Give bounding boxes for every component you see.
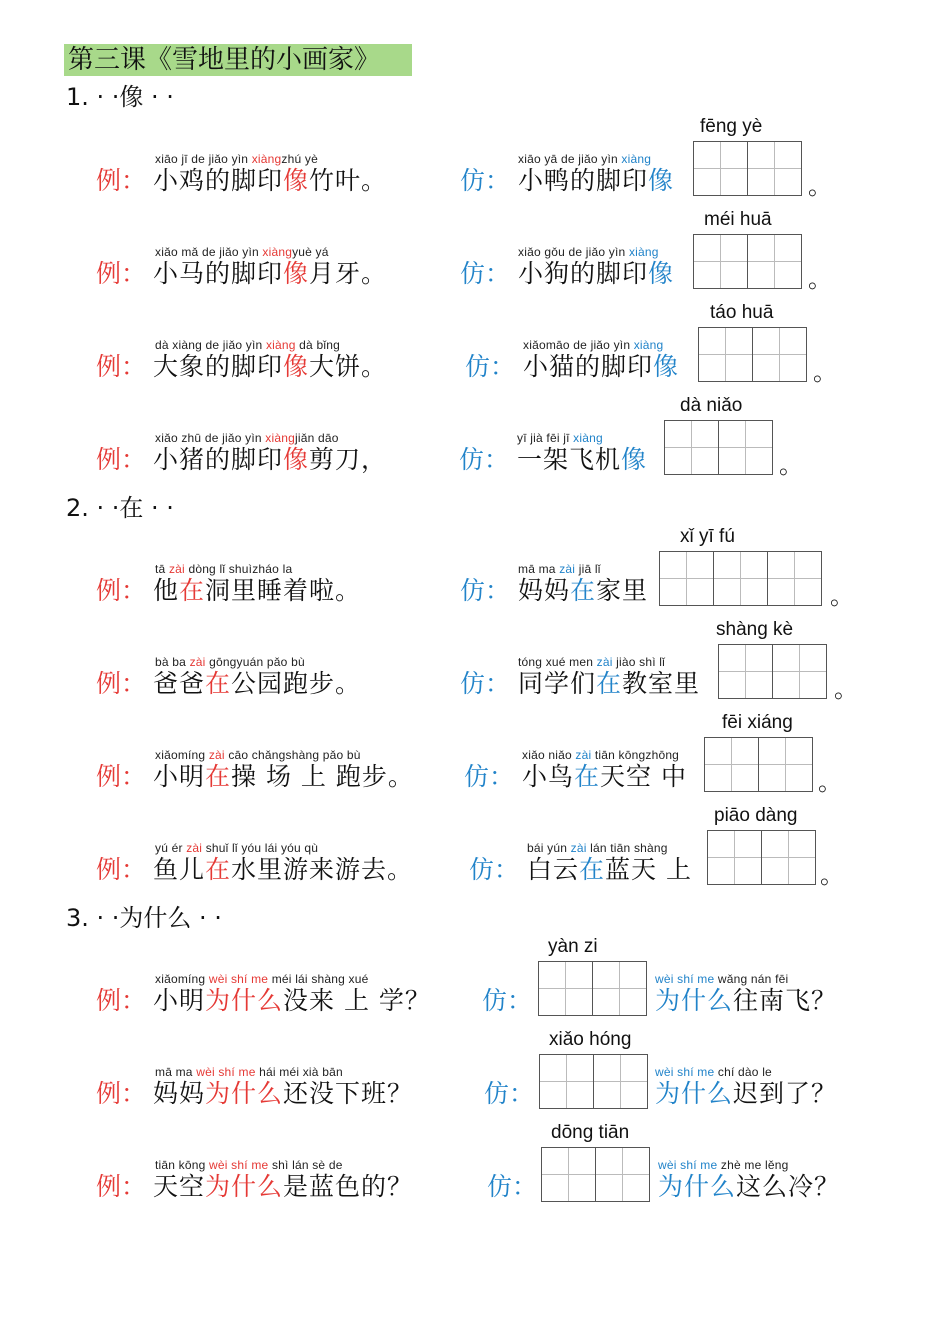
exercise-row xyxy=(0,302,950,428)
exercise-row xyxy=(0,619,950,745)
sentence-key: 像 xyxy=(283,445,310,474)
writing-cell[interactable] xyxy=(747,234,802,289)
answer-pinyin: piāo dàng xyxy=(714,805,798,826)
imitate-sentence xyxy=(517,445,647,475)
exercise-row xyxy=(0,209,950,335)
writing-cell[interactable] xyxy=(713,551,768,606)
sentence-post: 剪刀， xyxy=(309,445,388,474)
sentence-pre: 小鸟 xyxy=(522,762,575,791)
sentence-key: 像 xyxy=(621,445,648,474)
sentence-pre: 小鸡的脚印 xyxy=(153,166,284,195)
imitate-pinyin xyxy=(655,1065,772,1079)
pinyin-post: shì lán sè de xyxy=(268,1158,343,1172)
imitate-pinyin xyxy=(517,431,603,445)
pinyin-key: wèi shí me xyxy=(208,972,269,986)
sentence-key: 像 xyxy=(648,259,675,288)
sentence-pre: 妈妈 xyxy=(153,1079,206,1108)
pinyin-post: gōngyuán pǎo bù xyxy=(205,655,305,669)
pinyin-key: xiàng xyxy=(621,152,652,166)
example-sentence xyxy=(153,1172,413,1202)
sentence-key: 为什么 xyxy=(655,1079,734,1108)
imitate-label: 仿： xyxy=(482,986,533,1015)
sentence-pre: 小猪的脚印 xyxy=(153,445,284,474)
sentence-post: 天空 中 xyxy=(600,762,687,791)
sentence-post: 蓝天 上 xyxy=(605,855,692,884)
pinyin-post: cāo chǎngshàng pǎo bù xyxy=(224,748,361,762)
imitate-sentence xyxy=(523,352,679,382)
example-sentence xyxy=(153,352,387,382)
sentence-pre: 小明 xyxy=(153,762,206,791)
imitate-sentence xyxy=(655,1079,837,1109)
exercise-row xyxy=(0,116,950,242)
example-label: 例： xyxy=(96,855,147,884)
pinyin-post: shuǐ lǐ yóu lái yóu qù xyxy=(202,841,319,855)
imitate-pinyin xyxy=(523,338,663,352)
pinyin-pre: xiāo yā de jiǎo yìn xyxy=(518,152,622,166)
writing-cell[interactable] xyxy=(718,420,773,475)
imitate-pinyin xyxy=(518,245,659,259)
pinyin-key: zài xyxy=(208,748,225,762)
imitate-label: 仿： xyxy=(465,352,516,381)
sentence-post: 竹叶。 xyxy=(309,166,388,195)
imitate-pinyin xyxy=(658,1158,788,1172)
sentence-post: 洞里睡着啦。 xyxy=(205,576,362,605)
imitate-label: 仿： xyxy=(460,576,511,605)
example-sentence xyxy=(153,445,387,475)
sentence-pre: 小明 xyxy=(153,986,206,1015)
example-sentence xyxy=(153,166,387,196)
period: 。 xyxy=(813,358,837,386)
example-label: 例： xyxy=(96,1079,147,1108)
sentence-pre: 天空 xyxy=(153,1172,206,1201)
sentence-key: 像 xyxy=(648,166,675,195)
pinyin-key: wèi shí me xyxy=(658,1158,718,1172)
example-label: 例： xyxy=(96,762,147,791)
section-3-heading: 3. · ·为什么 · · xyxy=(66,904,222,932)
pinyin-post: chí dào le xyxy=(714,1065,772,1079)
pinyin-pre: xiǎo gǒu de jiǎo yìn xyxy=(518,245,629,259)
exercise-row xyxy=(0,395,950,521)
sentence-key: 在 xyxy=(574,762,601,791)
answer-pinyin: dà niǎo xyxy=(680,395,743,416)
sentence-post: 水里游来游去。 xyxy=(231,855,414,884)
exercise-row xyxy=(0,1029,950,1155)
answer-pinyin: dōng tiān xyxy=(551,1122,630,1143)
sentence-pre: 小鸭的脚印 xyxy=(518,166,649,195)
section-2-heading: 2. · ·在 · · xyxy=(66,494,174,522)
answer-pinyin: xiǎo hóng xyxy=(549,1029,632,1050)
answer-grid[interactable] xyxy=(718,644,826,699)
example-label: 例： xyxy=(96,576,147,605)
pinyin-post: méi lái shàng xué xyxy=(268,972,369,986)
answer-grid[interactable] xyxy=(659,551,821,606)
example-sentence xyxy=(153,259,387,289)
answer-pinyin: méi huā xyxy=(704,209,772,230)
answer-pinyin: fēng yè xyxy=(700,116,763,137)
sentence-key: 为什么 xyxy=(655,986,734,1015)
sentence-key: 在 xyxy=(179,576,206,605)
pinyin-pre: xiǎo zhū de jiǎo yìn xyxy=(155,431,266,445)
pinyin-key: zài xyxy=(596,655,613,669)
answer-pinyin: fēi xiáng xyxy=(722,712,793,733)
sentence-post: 这么冷？ xyxy=(736,1172,841,1201)
writing-cell[interactable] xyxy=(693,234,748,289)
pinyin-pre: xiǎo mǎ de jiǎo yìn xyxy=(155,245,263,259)
example-label: 例： xyxy=(96,166,147,195)
sentence-key: 像 xyxy=(283,166,310,195)
sentence-post: 操 场 上 跑步。 xyxy=(231,762,414,791)
answer-pinyin: yàn zi xyxy=(548,936,598,957)
sentence-pre: 鱼儿 xyxy=(153,855,206,884)
answer-grid[interactable] xyxy=(539,1054,647,1109)
pinyin-pre: mā ma xyxy=(518,562,560,576)
pinyin-key: zài xyxy=(189,655,206,669)
pinyin-pre: dà xiàng de jiǎo yìn xyxy=(155,338,266,352)
sentence-key: 像 xyxy=(283,352,310,381)
imitate-label: 仿： xyxy=(460,259,511,288)
answer-grid[interactable] xyxy=(704,737,812,792)
pinyin-key: xiàng xyxy=(251,152,282,166)
sentence-key: 在 xyxy=(205,762,232,791)
period: 。 xyxy=(820,861,844,889)
sentence-post: 往南飞？ xyxy=(733,986,838,1015)
pinyin-key: zài xyxy=(186,841,203,855)
answer-grid[interactable] xyxy=(538,961,646,1016)
imitate-sentence xyxy=(658,1172,840,1202)
sentence-key: 在 xyxy=(205,669,232,698)
pinyin-post: jiào shì lǐ xyxy=(612,655,666,669)
writing-cell[interactable] xyxy=(698,327,753,382)
pinyin-pre: tóng xué men xyxy=(518,655,597,669)
sentence-pre: 小狗的脚印 xyxy=(518,259,649,288)
period: 。 xyxy=(808,172,832,200)
writing-cell[interactable] xyxy=(592,961,647,1016)
section-1-heading: 1. · ·像 · · xyxy=(66,83,174,111)
period: 。 xyxy=(834,675,858,703)
imitate-pinyin xyxy=(527,841,668,855)
example-pinyin xyxy=(155,841,318,855)
example-sentence xyxy=(153,1079,413,1109)
sentence-post: 大饼。 xyxy=(309,352,388,381)
writing-cell[interactable] xyxy=(659,551,714,606)
sentence-key: 在 xyxy=(579,855,606,884)
pinyin-key: xiàng xyxy=(628,245,659,259)
pinyin-pre: tiān kōng xyxy=(155,1158,210,1172)
imitate-sentence xyxy=(518,166,674,196)
imitate-sentence xyxy=(518,259,674,289)
answer-grid[interactable] xyxy=(698,327,806,382)
imitate-sentence xyxy=(518,576,648,606)
sentence-key: 像 xyxy=(283,259,310,288)
sentence-post: 教室里 xyxy=(622,669,701,698)
example-label: 例： xyxy=(96,352,147,381)
pinyin-pre: xiǎomíng xyxy=(155,972,209,986)
pinyin-pre: mā ma xyxy=(155,1065,197,1079)
pinyin-pre: xiāo jī de jiǎo yìn xyxy=(155,152,252,166)
pinyin-pre: bái yún xyxy=(527,841,571,855)
answer-pinyin: shàng kè xyxy=(716,619,794,640)
writing-cell[interactable] xyxy=(538,961,593,1016)
sentence-pre: 小猫的脚印 xyxy=(523,352,654,381)
imitate-sentence xyxy=(527,855,692,885)
sentence-pre: 一架飞机 xyxy=(517,445,622,474)
imitate-label: 仿： xyxy=(487,1172,538,1201)
pinyin-pre: tā xyxy=(155,562,169,576)
example-sentence xyxy=(153,576,361,606)
sentence-pre: 妈妈 xyxy=(518,576,571,605)
answer-grid[interactable] xyxy=(664,420,772,475)
answer-grid[interactable] xyxy=(707,830,815,885)
imitate-pinyin xyxy=(518,152,651,166)
sentence-key: 在 xyxy=(570,576,597,605)
sentence-pre: 白云 xyxy=(527,855,580,884)
writing-cell[interactable] xyxy=(747,141,802,196)
exercise-row xyxy=(0,526,950,652)
lesson-title: 第三课《雪地里的小画家》 xyxy=(64,44,412,76)
example-sentence xyxy=(153,855,413,885)
sentence-key: 为什么 xyxy=(205,1079,284,1108)
imitate-pinyin xyxy=(522,748,679,762)
pinyin-post: wǎng nán fēi xyxy=(714,972,789,986)
exercise-row xyxy=(0,936,950,1062)
imitate-pinyin xyxy=(518,655,665,669)
imitate-label: 仿： xyxy=(469,855,520,884)
sentence-key: 为什么 xyxy=(205,1172,284,1201)
imitate-sentence xyxy=(522,762,687,792)
example-pinyin xyxy=(155,1158,343,1172)
imitate-sentence xyxy=(518,669,700,699)
writing-cell[interactable] xyxy=(704,737,759,792)
sentence-pre: 同学们 xyxy=(518,669,597,698)
sentence-key: 在 xyxy=(205,855,232,884)
pinyin-key: xiàng xyxy=(573,431,603,445)
example-label: 例： xyxy=(96,1172,147,1201)
exercise-row xyxy=(0,805,950,931)
pinyin-pre: yú ér xyxy=(155,841,187,855)
example-sentence xyxy=(153,762,414,792)
example-pinyin xyxy=(155,152,318,166)
imitate-label: 仿： xyxy=(484,1079,535,1108)
imitate-pinyin xyxy=(518,562,601,576)
writing-cell[interactable] xyxy=(718,644,773,699)
pinyin-key: zài xyxy=(168,562,185,576)
sentence-post: 是蓝色的？ xyxy=(283,1172,414,1201)
pinyin-post: tiān kōngzhōng xyxy=(591,748,680,762)
example-label: 例： xyxy=(96,986,147,1015)
writing-cell[interactable] xyxy=(539,1054,594,1109)
period: 。 xyxy=(808,265,832,293)
pinyin-pre: xiǎo niǎo xyxy=(522,748,576,762)
pinyin-pre: bà ba xyxy=(155,655,190,669)
answer-pinyin: táo huā xyxy=(710,302,774,323)
exercise-row xyxy=(0,1122,950,1248)
answer-grid[interactable] xyxy=(693,141,801,196)
sentence-key: 为什么 xyxy=(205,986,284,1015)
imitate-pinyin xyxy=(655,972,788,986)
pinyin-post: dòng lǐ shuìzháo la xyxy=(184,562,293,576)
example-pinyin xyxy=(155,562,292,576)
writing-cell[interactable] xyxy=(707,830,762,885)
sentence-post: 迟到了？ xyxy=(733,1079,838,1108)
sentence-post: 公园跑步。 xyxy=(231,669,362,698)
pinyin-key: xiàng xyxy=(265,431,295,445)
writing-cell[interactable] xyxy=(664,420,719,475)
sentence-post: 还没下班？ xyxy=(283,1079,414,1108)
example-label: 例： xyxy=(96,669,147,698)
pinyin-post: jiǎn dāo xyxy=(294,431,339,445)
pinyin-post: zhè me lěng xyxy=(717,1158,789,1172)
answer-grid[interactable] xyxy=(693,234,801,289)
writing-cell[interactable] xyxy=(693,141,748,196)
pinyin-post: hái méi xià bān xyxy=(255,1065,343,1079)
example-pinyin xyxy=(155,748,361,762)
imitate-sentence xyxy=(655,986,837,1016)
sentence-pre: 大象的脚印 xyxy=(153,352,284,381)
example-sentence xyxy=(153,986,431,1016)
pinyin-pre: xiǎomíng xyxy=(155,748,209,762)
writing-cell[interactable] xyxy=(752,327,807,382)
sentence-key: 在 xyxy=(596,669,623,698)
example-pinyin xyxy=(155,655,305,669)
pinyin-key: zài xyxy=(570,841,587,855)
pinyin-post: zhú yè xyxy=(281,152,318,166)
answer-grid[interactable] xyxy=(541,1147,649,1202)
pinyin-key: wèi shí me xyxy=(209,1158,269,1172)
pinyin-key: zài xyxy=(559,562,576,576)
writing-cell[interactable] xyxy=(767,551,822,606)
example-sentence xyxy=(153,669,361,699)
writing-cell[interactable] xyxy=(593,1054,648,1109)
example-pinyin xyxy=(155,972,369,986)
writing-cell[interactable] xyxy=(772,644,827,699)
imitate-label: 仿： xyxy=(459,445,510,474)
example-pinyin xyxy=(155,338,340,352)
example-label: 例： xyxy=(96,259,147,288)
pinyin-pre: xiǎomāo de jiǎo yìn xyxy=(523,338,634,352)
pinyin-key: wèi shí me xyxy=(655,972,715,986)
example-pinyin xyxy=(155,245,329,259)
pinyin-post: dà bǐng xyxy=(295,338,340,352)
pinyin-key: wèi shí me xyxy=(196,1065,256,1079)
writing-cell[interactable] xyxy=(761,830,816,885)
writing-cell[interactable] xyxy=(758,737,813,792)
pinyin-post: lán tiān shàng xyxy=(586,841,668,855)
pinyin-post: jiā lǐ xyxy=(575,562,601,576)
imitate-label: 仿： xyxy=(460,166,511,195)
example-label: 例： xyxy=(96,445,147,474)
pinyin-key: xiàng xyxy=(262,245,293,259)
sentence-post: 没来 上 学？ xyxy=(283,986,431,1015)
answer-pinyin: xǐ yī fú xyxy=(680,526,735,547)
pinyin-pre: yī jià fēi jī xyxy=(517,431,574,445)
sentence-key: 像 xyxy=(653,352,680,381)
sentence-post: 家里 xyxy=(596,576,649,605)
sentence-post: 月牙。 xyxy=(309,259,388,288)
imitate-label: 仿： xyxy=(460,669,511,698)
pinyin-post: yuè yá xyxy=(292,245,329,259)
pinyin-key: xiàng xyxy=(633,338,664,352)
period: 。 xyxy=(818,768,842,796)
pinyin-key: xiàng xyxy=(265,338,296,352)
example-pinyin xyxy=(155,1065,343,1079)
sentence-pre: 爸爸 xyxy=(153,669,206,698)
writing-cell[interactable] xyxy=(595,1147,650,1202)
imitate-label: 仿： xyxy=(464,762,515,791)
exercise-row xyxy=(0,712,950,838)
sentence-key: 为什么 xyxy=(658,1172,737,1201)
period: 。 xyxy=(779,451,803,479)
sentence-pre: 小马的脚印 xyxy=(153,259,284,288)
pinyin-key: zài xyxy=(575,748,592,762)
sentence-pre: 他 xyxy=(153,576,180,605)
pinyin-key: wèi shí me xyxy=(655,1065,715,1079)
writing-cell[interactable] xyxy=(541,1147,596,1202)
example-pinyin xyxy=(155,431,339,445)
period: 。 xyxy=(830,582,854,610)
